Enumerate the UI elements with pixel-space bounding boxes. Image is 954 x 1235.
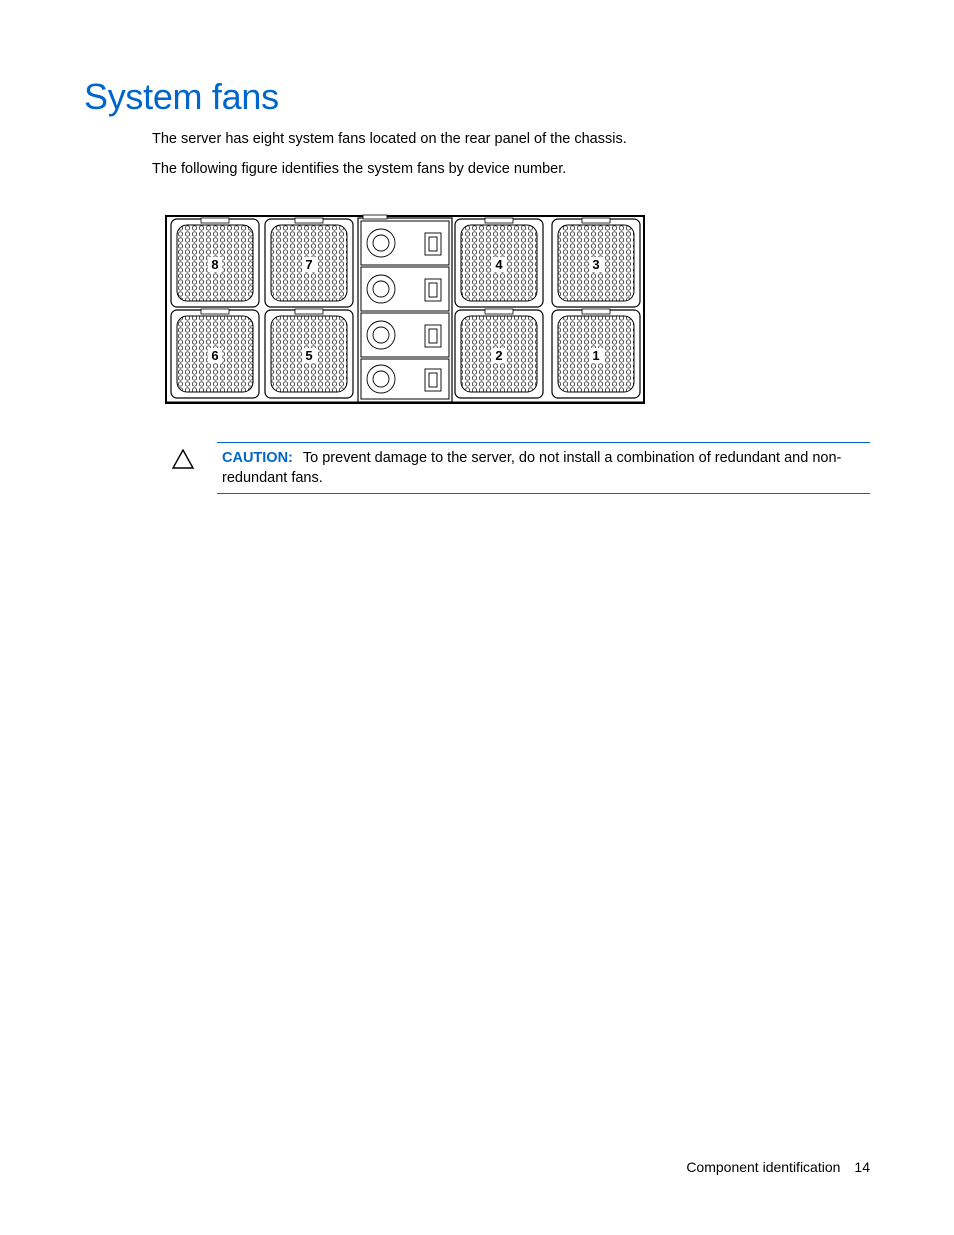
caution-notice: [217, 442, 870, 494]
fan-bay-6: [171, 309, 259, 398]
fan-number-label: 6: [211, 348, 219, 363]
power-supply-bay: [358, 215, 452, 402]
fan-bay-2: [455, 309, 543, 398]
fan-number-label: 1: [592, 348, 600, 363]
fan-number-label: 3: [592, 257, 600, 272]
fan-number-label: 8: [211, 257, 219, 272]
figure-intro-paragraph: The following figure identifies the system fans by device number.: [152, 161, 567, 177]
fan-bay-1: [552, 309, 640, 398]
caution-label: CAUTION:: [222, 450, 293, 466]
fan-bay-5: [265, 309, 353, 398]
fan-number-label: 5: [305, 348, 313, 363]
fan-bay-8: [171, 218, 259, 307]
rear-panel-fans-figure: [163, 213, 647, 407]
page-title: System fans: [84, 76, 279, 117]
caution-text: To prevent damage to the server, do not install a combination of redundant and non-redundant fans.: [222, 450, 842, 486]
fan-bay-7: [265, 218, 353, 307]
page-footer: [686, 1159, 870, 1175]
caution-triangle-icon: [172, 449, 194, 469]
footer-section: Component identification: [686, 1159, 841, 1175]
fan-number-label: 7: [305, 257, 313, 272]
intro-paragraph: The server has eight system fans located on the rear panel of the chassis.: [152, 131, 627, 147]
caution-body: [222, 448, 860, 488]
fan-bay-4: [455, 218, 543, 307]
fan-number-label: 2: [495, 348, 503, 363]
page-number: 14: [854, 1159, 870, 1175]
fan-number-label: 4: [495, 257, 503, 272]
fan-bay-3: [552, 218, 640, 307]
